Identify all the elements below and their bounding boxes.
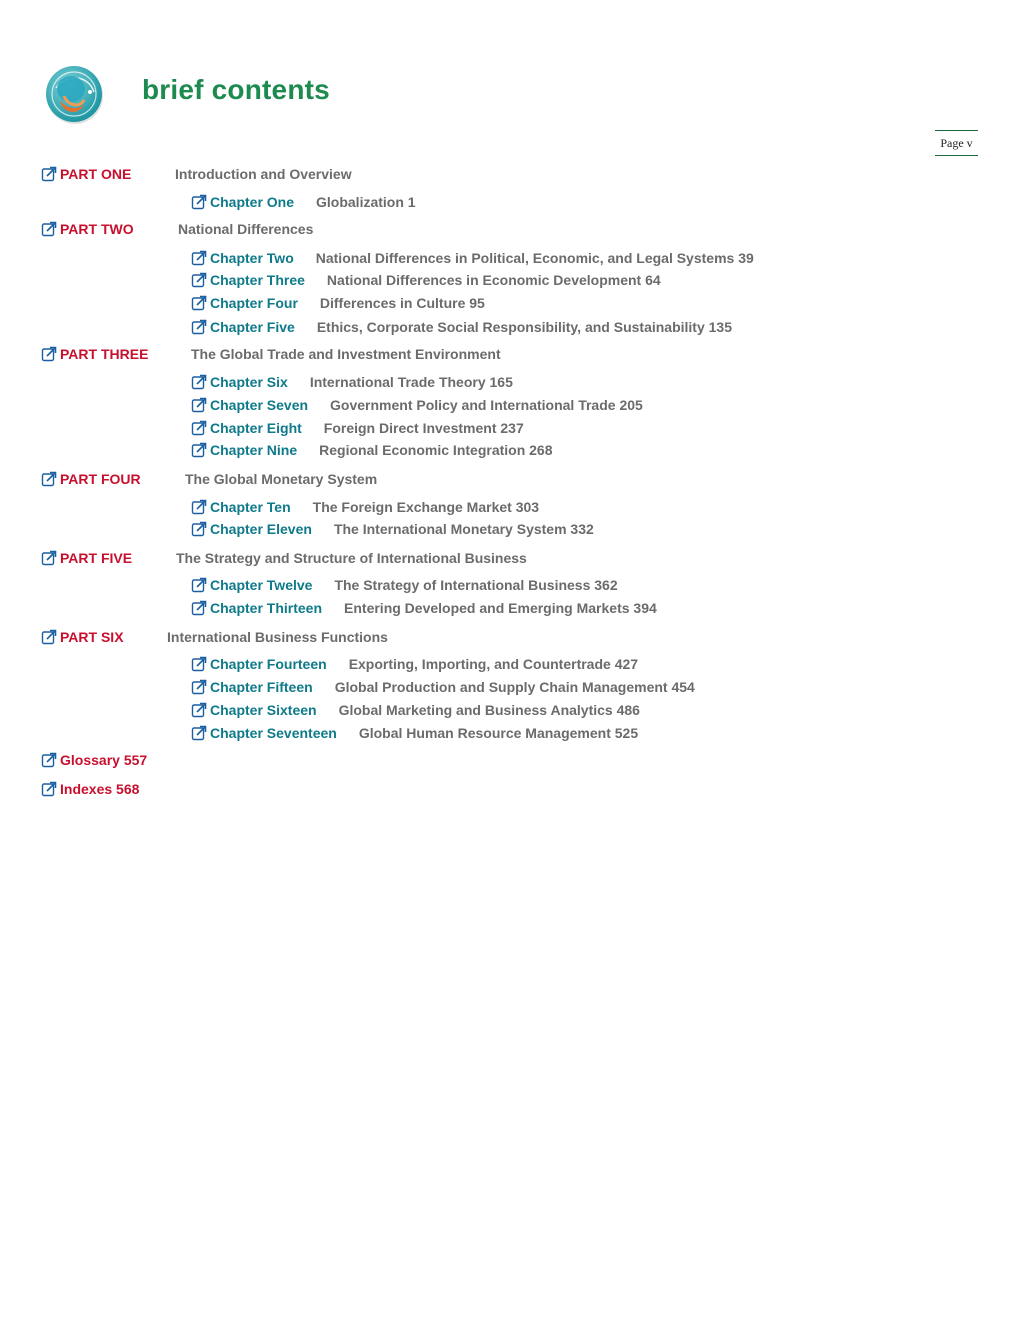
- chapter-label[interactable]: Chapter Ten: [210, 499, 291, 515]
- part-label[interactable]: PART FOUR: [60, 471, 141, 487]
- toc-part-row[interactable]: [41, 627, 1001, 647]
- external-link-icon[interactable]: [191, 420, 207, 436]
- part-title: International Business Functions: [167, 629, 388, 645]
- chapter-title: Global Marketing and Business Analytics 486: [338, 702, 640, 718]
- external-link-icon[interactable]: [191, 442, 207, 458]
- chapter-label[interactable]: Chapter Thirteen: [210, 600, 323, 616]
- part-title: National Differences: [178, 221, 314, 237]
- external-link-icon[interactable]: [41, 781, 57, 797]
- chapter-title: Differences in Culture 95: [319, 295, 485, 311]
- backmatter-label[interactable]: Glossary 557: [60, 752, 148, 768]
- external-link-icon[interactable]: [191, 499, 207, 515]
- chapter-label[interactable]: Chapter Sixteen: [210, 702, 317, 718]
- chapter-title: Regional Economic Integration 268: [319, 442, 553, 458]
- part-title: The Global Monetary System: [185, 471, 378, 487]
- external-link-icon[interactable]: [191, 319, 207, 335]
- external-link-icon[interactable]: [41, 752, 57, 768]
- toc-chapter-row[interactable]: [191, 248, 754, 268]
- toc-part-row[interactable]: [41, 219, 1001, 239]
- chapter-title: Global Human Resource Management 525: [358, 725, 639, 741]
- chapter-title: Foreign Direct Investment 237: [323, 420, 524, 436]
- external-link-icon[interactable]: [191, 600, 207, 616]
- chapter-label[interactable]: Chapter Seventeen: [210, 725, 337, 741]
- external-link-icon[interactable]: [191, 295, 207, 311]
- external-link-icon[interactable]: [41, 221, 57, 237]
- chapter-label[interactable]: Chapter Four: [210, 295, 298, 311]
- toc-part-row[interactable]: [41, 344, 1001, 364]
- chapter-title: International Trade Theory 165: [309, 374, 513, 390]
- toc-chapter-row[interactable]: [191, 654, 638, 674]
- external-link-icon[interactable]: [191, 577, 207, 593]
- external-link-icon[interactable]: [41, 346, 57, 362]
- external-link-icon[interactable]: [41, 471, 57, 487]
- chapter-title: Globalization 1: [316, 194, 416, 210]
- chapter-label[interactable]: Chapter Two: [210, 250, 294, 266]
- chapter-label[interactable]: Chapter Nine: [210, 442, 298, 458]
- external-link-icon[interactable]: [191, 725, 207, 741]
- backmatter-label[interactable]: Indexes 568: [60, 781, 140, 797]
- toc-part-row[interactable]: [41, 548, 1001, 568]
- chapter-title: The International Monetary System 332: [333, 521, 594, 537]
- toc-chapter-row[interactable]: [191, 519, 594, 539]
- toc-chapter-row[interactable]: [191, 700, 640, 720]
- chapter-title: National Differences in Economic Development 64: [326, 272, 661, 288]
- chapter-label[interactable]: Chapter Eight: [210, 420, 302, 436]
- part-title: Introduction and Overview: [175, 166, 352, 182]
- chapter-title: The Strategy of International Business 362: [334, 577, 618, 593]
- toc-chapter-row[interactable]: [191, 677, 695, 697]
- toc-chapter-row[interactable]: [191, 723, 638, 743]
- external-link-icon[interactable]: [191, 702, 207, 718]
- external-link-icon[interactable]: [191, 397, 207, 413]
- external-link-icon[interactable]: [191, 679, 207, 695]
- toc-backmatter-row[interactable]: [41, 779, 139, 799]
- part-title: The Global Trade and Investment Environment: [191, 346, 501, 362]
- page-title: brief contents: [142, 74, 330, 105]
- toc-chapter-row[interactable]: [191, 395, 643, 415]
- toc-part-row[interactable]: [41, 469, 1001, 489]
- part-title: The Strategy and Structure of International Business: [176, 550, 527, 566]
- external-link-icon[interactable]: [41, 550, 57, 566]
- chapter-title: Global Production and Supply Chain Management 454: [334, 679, 695, 695]
- toc-chapter-row[interactable]: [191, 440, 553, 460]
- part-label[interactable]: PART THREE: [60, 346, 149, 362]
- chapter-title: The Foreign Exchange Market 303: [312, 499, 540, 515]
- chapter-label[interactable]: Chapter Five: [210, 319, 295, 335]
- toc-chapter-row[interactable]: [191, 192, 416, 212]
- chapter-label[interactable]: Chapter Twelve: [210, 577, 313, 593]
- chapter-title: National Differences in Political, Economic, and Legal Systems 39: [315, 250, 754, 266]
- external-link-icon[interactable]: [191, 521, 207, 537]
- chapter-label[interactable]: Chapter One: [210, 194, 295, 210]
- page-number-marker: Page v: [935, 130, 978, 156]
- toc-chapter-row[interactable]: [191, 497, 539, 517]
- external-link-icon[interactable]: [191, 250, 207, 266]
- toc-chapter-row[interactable]: [191, 418, 524, 438]
- toc-chapter-row[interactable]: [191, 575, 618, 595]
- part-label[interactable]: PART SIX: [60, 629, 124, 645]
- part-label[interactable]: PART TWO: [60, 221, 134, 237]
- chapter-label[interactable]: Chapter Fourteen: [210, 656, 327, 672]
- external-link-icon[interactable]: [41, 629, 57, 645]
- toc-part-row[interactable]: [41, 164, 1001, 184]
- external-link-icon[interactable]: [191, 374, 207, 390]
- chapter-label[interactable]: Chapter Fifteen: [210, 679, 313, 695]
- toc-chapter-row[interactable]: [191, 317, 732, 337]
- part-label[interactable]: PART ONE: [60, 166, 132, 182]
- chapter-title: Government Policy and International Trade 205: [330, 397, 643, 413]
- chapter-title: Exporting, Importing, and Countertrade 427: [348, 656, 639, 672]
- toc-chapter-row[interactable]: [191, 270, 661, 290]
- toc-chapter-row[interactable]: [191, 293, 485, 313]
- toc-chapter-row[interactable]: [191, 598, 657, 618]
- toc-chapter-row[interactable]: [191, 372, 513, 392]
- chapter-label[interactable]: Chapter Eleven: [210, 521, 312, 537]
- globe-logo-icon: [44, 66, 104, 126]
- external-link-icon[interactable]: [41, 166, 57, 182]
- external-link-icon[interactable]: [191, 272, 207, 288]
- chapter-label[interactable]: Chapter Three: [210, 272, 305, 288]
- toc-backmatter-row[interactable]: [41, 750, 147, 770]
- external-link-icon[interactable]: [191, 656, 207, 672]
- chapter-title: Entering Developed and Emerging Markets 394: [344, 600, 657, 616]
- chapter-label[interactable]: Chapter Six: [210, 374, 288, 390]
- external-link-icon[interactable]: [191, 194, 207, 210]
- part-label[interactable]: PART FIVE: [60, 550, 133, 566]
- chapter-title: Ethics, Corporate Social Responsibility, and Sustainability 135: [316, 319, 732, 335]
- chapter-label[interactable]: Chapter Seven: [210, 397, 309, 413]
